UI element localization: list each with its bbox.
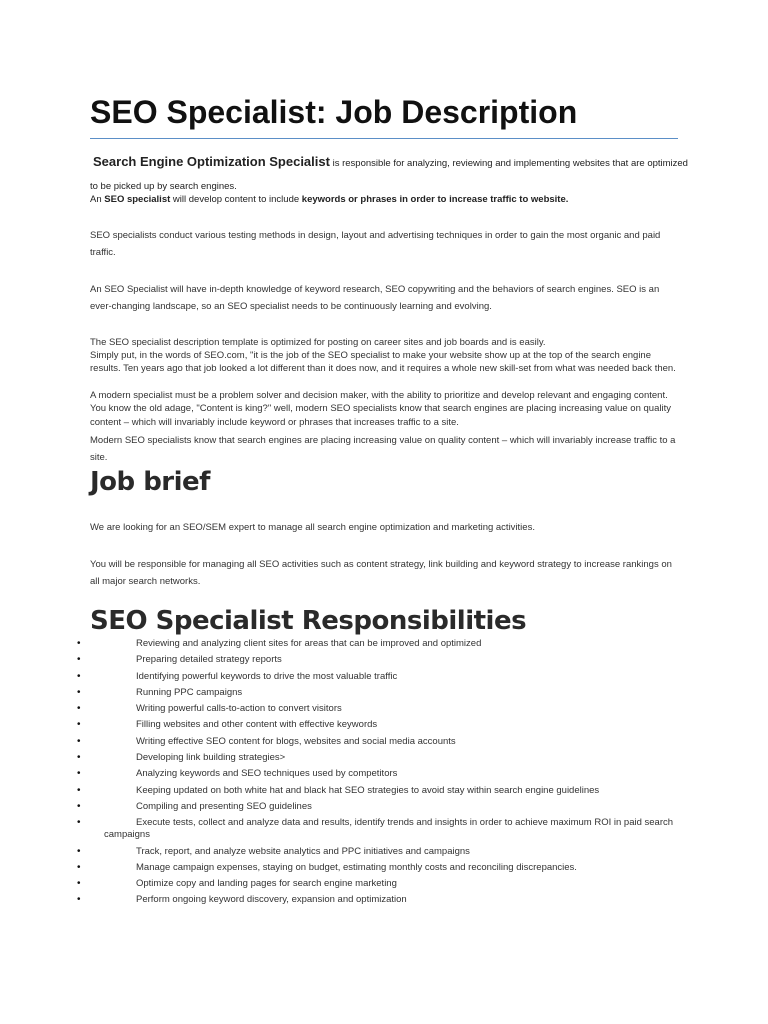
intro-line-2 [90,191,690,208]
list-item: • Reviewing and analyzing client sites for areas that can be improved and optimized [77,638,482,649]
paragraph-testing: SEO specialists conduct various testing methods in design, layout and advertising techniques in order to gain the most organic and paid traffic. [90,230,661,258]
job-brief-heading: Job brief [90,467,210,497]
responsibilities-list [0,638,700,911]
list-item: • Track, report, and analyze website analytics and PPC initiatives and campaigns [77,845,470,857]
page-title: SEO Specialist: Job Description [90,94,578,130]
list-item: • Writing effective SEO content for blogs, websites and social media accounts [77,735,456,747]
bullet-icon: • [77,784,81,796]
intro2-em2: keywords or phrases in order to increase traffic to website. [301,194,569,205]
paragraph-seo-com: Simply put, in the words of SEO.com, "it is the job of the SEO specialist to make your website show up at the top of the search engine results. Ten years ago that job looked a lot different than it does now, and it requires a whole new skill-set from what was needed back then. [90,350,676,375]
job-brief-paragraph-1: We are looking for an SEO/SEM expert to manage all search engine optimization and marketing activities. [90,522,535,533]
bullet-icon: • [77,719,81,731]
list-item: • Keeping updated on both white hat and black hat SEO strategies to avoid stay within search engine guidelines [77,784,600,796]
intro2-mid: will develop content to include [170,194,302,205]
bullet-icon: • [77,878,81,890]
bullet-icon: • [77,817,81,829]
list-item: • Compiling and presenting SEO guidelines [77,800,312,812]
list-item: • Writing powerful calls-to-action to convert visitors [77,703,342,715]
job-brief-paragraph-2: You will be responsible for managing all SEO activities such as content strategy, link building and keyword strategy to increase rankings on all major search networks. [90,559,672,587]
bullet-icon: • [77,670,81,682]
bullet-icon: • [77,686,81,698]
list-item: • Filling websites and other content with effective keywords [77,719,378,731]
intro2-em1: SEO specialist [104,194,171,205]
intro-lead-rest: is responsible for analyzing, reviewing and implementing websites that are optimized to be picked up by search engines. [90,158,688,192]
bullet-icon: • [77,735,81,747]
bullet-icon: • [77,703,81,715]
list-item: • Execute tests, collect and analyze data and results, identify trends and insights in order to achieve maximum ROI in paid search campaigns [77,817,674,841]
list-item: • Optimize copy and landing pages for search engine marketing [77,878,397,890]
list-item: • Developing link building strategies> [77,752,286,764]
list-item: • Perform ongoing keyword discovery, expansion and optimization [77,894,407,906]
paragraph-template: The SEO specialist description template is optimized for posting on career sites and job boards and is easily. [90,337,546,348]
list-item: • Identifying powerful keywords to drive the most valuable traffic [77,670,398,682]
bullet-icon: • [77,800,81,812]
bullet-icon: • [77,861,81,873]
list-item: • Manage campaign expenses, staying on budget, estimating monthly costs and reconciling discrepancies. [77,861,577,873]
responsibilities-heading: SEO Specialist Responsibilities [90,606,527,636]
paragraph-modern-specialist: A modern specialist must be a problem solver and decision maker, with the ability to prioritize and develop relevant and engaging content. You know the old adage, "Content is king?" well, modern SEO specialists know that search engines are placing increasing value on quality content – which will invariably include keyword or phrases that increases traffic to a site. [90,390,671,428]
list-item: • Preparing detailed strategy reports [77,654,282,666]
bullet-icon: • [77,752,81,764]
bullet-icon: • [77,638,81,649]
bullet-icon: • [77,845,81,857]
list-item: • Analyzing keywords and SEO techniques used by competitors [77,768,398,780]
paragraph-knowledge: An SEO Specialist will have in-depth knowledge of keyword research, SEO copywriting and the behaviors of search engines. SEO is an ever-changing landscape, so an SEO specialist needs to be continuously learning and evolving. [90,284,660,312]
list-item: • Running PPC campaigns [77,686,243,698]
bullet-icon: • [77,768,81,780]
intro-lead: Search Engine Optimization Specialist [93,154,330,169]
intro2-prefix: An [90,194,105,205]
bullet-icon: • [77,654,81,666]
paragraph-quality-content: Modern SEO specialists know that search engines are placing increasing value on quality content – which will invariably increase traffic to a site. [90,435,676,463]
bullet-icon: • [77,894,81,906]
title-divider [90,138,678,139]
